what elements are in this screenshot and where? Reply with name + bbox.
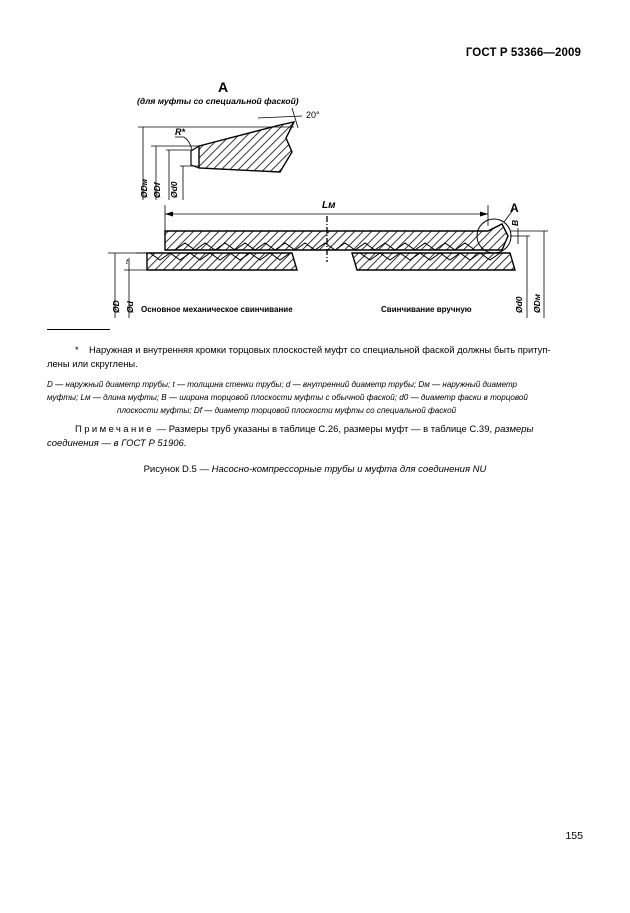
length-label: Lм (322, 200, 336, 211)
pipe-left (147, 253, 297, 270)
dim-main-d: Ød (125, 301, 135, 313)
footnote (47, 343, 583, 371)
dim-detail-df: ØDf (152, 182, 162, 198)
dim-main-D: ØD (111, 300, 121, 313)
angle-label: 20° (306, 110, 320, 120)
pipe-right (352, 253, 515, 270)
footnote-rule (47, 329, 110, 330)
caption-title: Насосно-компрессорные трубы и муфта для соединения NU (211, 464, 487, 475)
label-left: Основное механическое свинчивание (141, 305, 293, 314)
legend-line-1: D — наружный диаметр трубы; t — толщина стенки трубы; d — внутренний диаметр трубы; Dм — наружный диаметр (47, 380, 518, 389)
dim-detail-d0: Ød0 (169, 181, 179, 198)
footnote-text: Наружная и внутренняя кромки торцовых плоскостей муфт со специальной фаской должны быть притуп- (89, 344, 551, 355)
note (47, 423, 583, 451)
caption-prefix: Рисунок D.5 — (143, 464, 212, 475)
footnote-text-cont: лены или скруглены. (47, 358, 138, 369)
footnote-mark: * (75, 344, 79, 355)
legend-line-3: плоскости муфты; Df — диаметр торцовой плоскости муфты со специальной фаской (117, 406, 457, 415)
coupling-section (165, 224, 508, 250)
note-text: — Размеры труб указаны в таблице С.26, размеры муфт — в таблице С.39, (154, 424, 495, 435)
dim-main-dm: ØDм (532, 293, 542, 313)
detail-subtitle: (для муфты со специальной фаской) (137, 96, 299, 106)
note-italic: размеры (494, 424, 534, 435)
dim-detail-dm: ØDм (139, 178, 149, 198)
label-right: Свинчивание вручную (381, 305, 472, 314)
document-header: ГОСТ Р 53366—2009 (465, 47, 581, 59)
note-label: Примечание (75, 424, 154, 435)
b-mark: B (510, 219, 520, 226)
dim-t: t (126, 257, 129, 266)
detail-section (138, 108, 302, 200)
legend-line-2: муфты; Lм — длина муфты; B — ширина торцовой плоскости муфты с обычной фаской; d0 — диаметр фаски в торцовой (47, 393, 528, 402)
technical-drawing (0, 0, 630, 330)
page-number: 155 (565, 830, 583, 842)
figure-caption (0, 464, 630, 475)
dim-main-d0: Ød0 (514, 296, 524, 313)
detail-circle-letter: A (510, 201, 519, 215)
radius-label: R* (175, 127, 186, 137)
detail-letter: A (218, 79, 229, 95)
symbol-legend (47, 378, 583, 417)
note-italic-cont: соединения — в ГОСТ Р 51906. (47, 438, 187, 449)
